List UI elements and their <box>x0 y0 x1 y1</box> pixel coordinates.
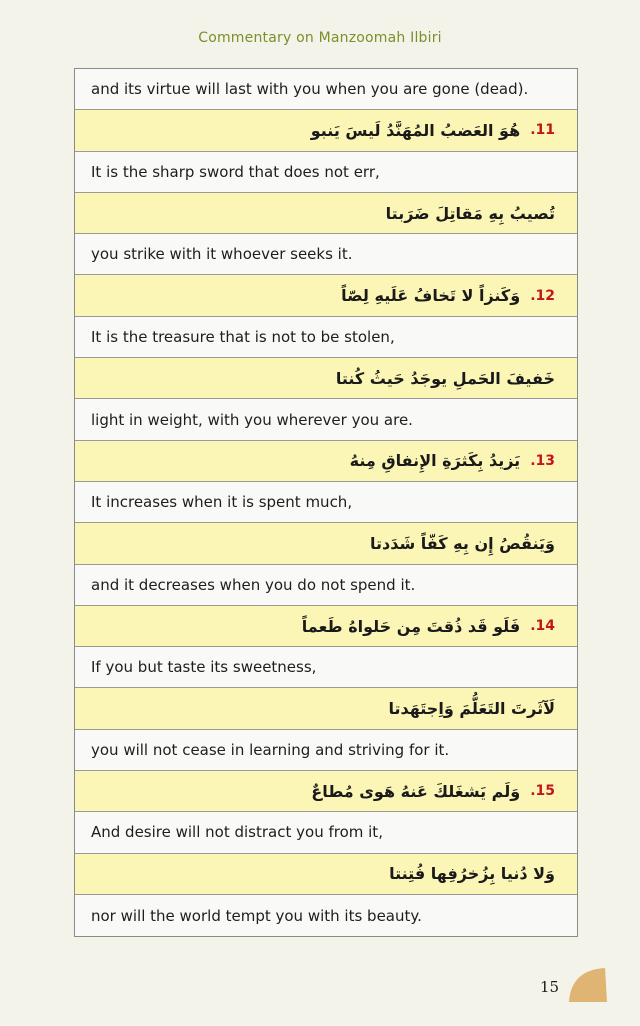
arabic-verse-text: فَلَو قَد ذُقتَ مِن حَلواهُ طَعماً <box>301 616 521 636</box>
arabic-verse-text: هُوَ العَضبُ المُهَنَّدُ لَيسَ يَنبو <box>310 120 521 140</box>
arabic-verse-row <box>75 110 577 151</box>
translation-row <box>75 399 577 440</box>
arabic-verse-row <box>75 688 577 729</box>
arabic-verse-row <box>75 523 577 564</box>
page-number: 15 <box>540 978 560 996</box>
translation-text: If you but taste its sweetness, <box>91 658 317 677</box>
arabic-verse-text: لَآثَرتَ التَعَلُّمَ وَاِجتَهَدتا <box>388 699 555 719</box>
arabic-verse-row <box>75 275 577 316</box>
arabic-verse-row <box>75 606 577 647</box>
translation-text: you strike with it whoever seeks it. <box>91 245 353 264</box>
translation-text: nor will the world tempt you with its beauty. <box>91 906 422 925</box>
arabic-verse-text: تُصيبُ بِهِ مَقاتِلَ ضَرَبتا <box>385 203 555 223</box>
translation-text: It increases when it is spent much, <box>91 493 353 512</box>
translation-row <box>75 647 577 688</box>
running-header: Commentary on Manzoomah Ilbiri <box>198 30 442 46</box>
translation-row <box>75 730 577 771</box>
translation-row <box>75 565 577 606</box>
arabic-verse-row <box>75 854 577 895</box>
verse-number: .12 <box>530 287 555 304</box>
translation-text: and it decreases when you do not spend it. <box>91 575 416 594</box>
arabic-verse-row <box>75 771 577 812</box>
translation-text: you will not cease in learning and striving for it. <box>91 740 450 759</box>
translation-row <box>75 69 577 110</box>
arabic-verse-text: وَلا دُنيا بِزُخرُفِها فُتِنتا <box>389 864 555 884</box>
arabic-verse-row <box>75 358 577 399</box>
arabic-verse-row <box>75 441 577 482</box>
translation-text: And desire will not distract you from it, <box>91 823 383 842</box>
translation-text: and its virtue will last with you when you are gone (dead). <box>91 80 529 99</box>
translation-text: It is the sharp sword that does not err, <box>91 162 380 181</box>
translation-row <box>75 152 577 193</box>
translation-row <box>75 895 577 936</box>
translation-row <box>75 482 577 523</box>
translation-text: It is the treasure that is not to be stolen, <box>91 327 395 346</box>
translation-text: light in weight, with you wherever you are. <box>91 410 413 429</box>
arabic-verse-text: وَلَم يَشغَلكَ عَنهُ هَوى مُطاعٌ <box>311 781 521 801</box>
translation-row <box>75 812 577 853</box>
page-corner-tab-icon <box>567 966 607 1002</box>
arabic-verse-text: وَيَنقُصُ إِن بِهِ كَفّاً شَدَدتا <box>370 533 555 553</box>
verse-number: .15 <box>530 783 555 800</box>
arabic-verse-text: خَفيفَ الحَملِ يوجَدُ حَيثُ كُنتا <box>335 368 555 388</box>
translation-row <box>75 234 577 275</box>
verse-number: .14 <box>530 618 555 634</box>
verse-number: .11 <box>530 122 555 139</box>
translation-row <box>75 317 577 358</box>
arabic-verse-text: وَكَنزاً لا تَخافُ عَلَيهِ لِصّاً <box>341 286 521 306</box>
arabic-verse-row <box>75 193 577 234</box>
verse-table <box>74 68 578 937</box>
arabic-verse-text: يَزيدُ بِكَثرَةِ الإِنفاقِ مِنهُ <box>349 451 521 471</box>
verse-number: .13 <box>530 452 555 469</box>
